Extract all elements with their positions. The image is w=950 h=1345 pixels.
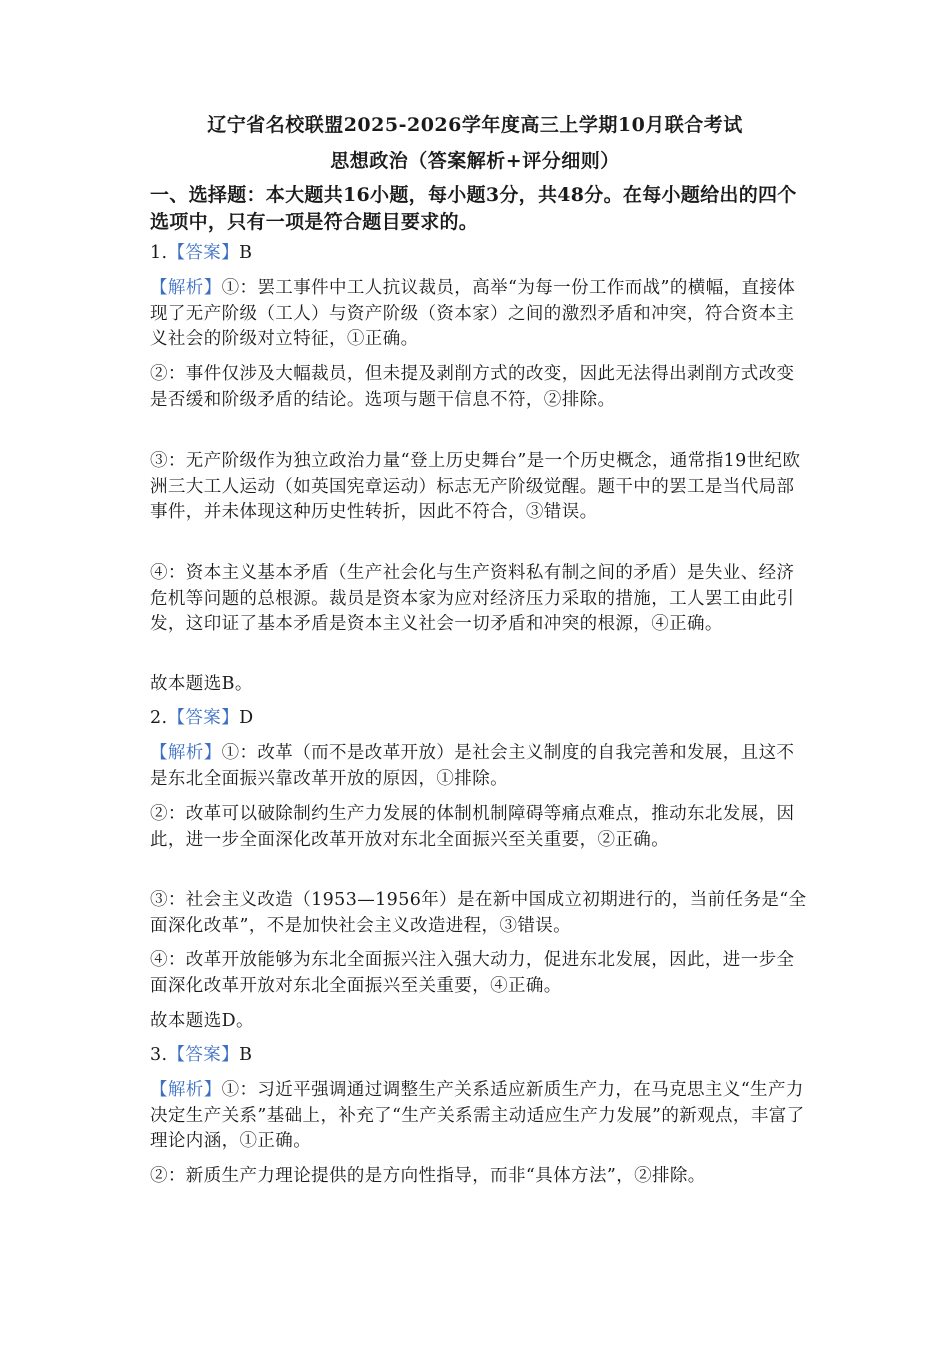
q2-analysis-p3: ③：社会主义改造（1953—1956年）是在新中国成立初期进行的，当前任务是“全面深化改革”，不是加快社会主义改造进程，③错误。 [150, 890, 807, 936]
section-heading: 一、选择题：本大题共16小题，每小题3分，共48分。在每小题给出的四个选项中，只有一项是符合题目要求的。 [150, 184, 797, 233]
q3-analysis-p1 [150, 1078, 810, 1155]
q2-analysis-p2: ②：改革可以破除制约生产力发展的体制机制障碍等痛点难点，推动东北发展，因此，进一步全面深化改革开放对东北全面振兴至关重要，②正确。 [150, 804, 795, 850]
q1-answer: B [239, 243, 253, 263]
q2-answer-line [150, 706, 810, 732]
q2-p1-text: ①：改革（而不是改革开放）是社会主义制度的自我完善和发展，且这不是东北全面振兴靠改革开放的原因，①排除。 [150, 743, 795, 789]
q1-number: 1. [150, 243, 168, 263]
analysis-label: 【解析】 [150, 1080, 222, 1100]
q1-analysis-p1 [150, 276, 810, 353]
q3-number: 3. [150, 1045, 168, 1065]
analysis-label: 【解析】 [150, 743, 222, 763]
q1-conclusion: 故本题选B。 [150, 674, 253, 694]
q2-number: 2. [150, 708, 168, 728]
q3-analysis-p2: ②：新质生产力理论提供的是方向性指导，而非“具体方法”，②排除。 [150, 1166, 706, 1186]
document-subtitle: 思想政治（答案解析+评分细则） [330, 150, 620, 172]
q1-analysis-p2: ②：事件仅涉及大幅裁员，但未提及剥削方式的改变，因此无法得出剥削方式改变是否缓和阶级矛盾的结论。选项与题干信息不符，②排除。 [150, 364, 795, 410]
analysis-label: 【解析】 [150, 278, 222, 298]
q1-p1-text: ①：罢工事件中工人抗议裁员，高举“为每一份工作而战”的横幅，直接体现了无产阶级（工人）与资产阶级（资本家）之间的激烈矛盾和冲突，符合资本主义社会的阶级对立特征，①正确。 [150, 278, 796, 349]
q2-answer: D [239, 708, 254, 728]
q1-analysis-p3: ③：无产阶级作为独立政治力量“登上历史舞台”是一个历史概念，通常指19世纪欧洲三大工人运动（如英国宪章运动）标志无产阶级觉醒。题干中的罢工是当代局部事件，并未体现这种历史性转折，因此不符合，③错误。 [150, 451, 801, 522]
q1-answer-line [150, 241, 810, 267]
q3-answer: B [239, 1045, 253, 1065]
document-title: 辽宁省名校联盟2025-2026学年度高三上学期10月联合考试 [207, 114, 743, 136]
q3-answer-line [150, 1043, 810, 1069]
q1-analysis-p4: ④：资本主义基本矛盾（生产社会化与生产资料私有制之间的矛盾）是失业、经济危机等问题的总根源。裁员是资本家为应对经济压力采取的措施，工人罢工由此引发，这印证了基本矛盾是资本主义社会一切矛盾和冲突的根源，④正确。 [150, 563, 795, 634]
q3-p1-text: ①：习近平强调通过调整生产关系适应新质生产力，在马克思主义“生产力决定生产关系”基础上，补充了“生产关系需主动适应生产力发展”的新观点，丰富了理论内涵，①正确。 [150, 1080, 805, 1151]
answer-label: 【答案】 [167, 243, 240, 263]
answer-label: 【答案】 [167, 1045, 240, 1065]
q2-analysis-p4: ④：改革开放能够为东北全面振兴注入强大动力，促进东北发展，因此，进一步全面深化改革开放对东北全面振兴至关重要，④正确。 [150, 950, 795, 996]
q2-conclusion: 故本题选D。 [150, 1011, 254, 1031]
answer-label: 【答案】 [167, 708, 240, 728]
q2-analysis-p1 [150, 741, 810, 792]
